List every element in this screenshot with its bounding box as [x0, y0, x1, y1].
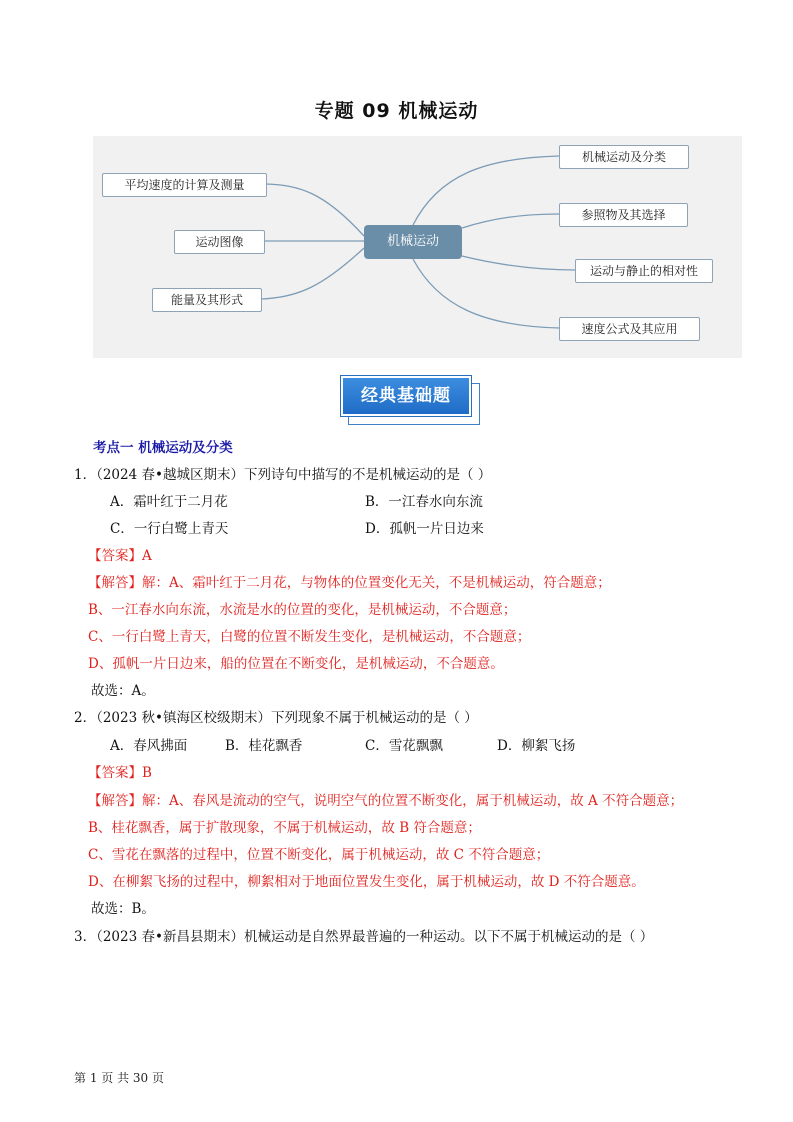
question-2-option-d: D．柳絮飞扬: [497, 738, 576, 754]
question-1-explanation-a: 【解答】解：A、霜叶红于二月花，与物体的位置变化无关，不是机械运动，符合题意；: [88, 575, 611, 591]
connector-right-3: [462, 256, 575, 270]
question-2-option-c: C．雪花飘飘: [365, 738, 443, 754]
question-1-option-b: B．一江春水向东流: [365, 494, 483, 510]
mind-map-node-average-speed: 平均速度的计算及测量: [102, 173, 267, 197]
question-2-option-a: A．春风拂面: [110, 738, 188, 754]
connector-right-4: [413, 259, 559, 328]
question-1-option-d: D．孤帆一片日边来: [365, 521, 484, 537]
question-2-option-b: B．桂花飘香: [225, 738, 303, 754]
question-1-choice: 故选：A。: [91, 683, 155, 699]
question-1-answer: 【答案】A: [88, 548, 152, 564]
connector-right-2: [462, 214, 559, 228]
question-1-explanation-d: D、孤帆一片日边来，船的位置在不断变化，是机械运动，不合题意。: [88, 656, 504, 672]
mind-map-node-speed-formula: 速度公式及其应用: [559, 317, 700, 341]
question-1-explanation-c: C、一行白鹭上青天，白鹭的位置不断发生变化，是机械运动，不合题意；: [88, 629, 531, 645]
connector-left-3: [260, 248, 364, 299]
question-2-explanation-b: B、桂花飘香，属于扩散现象，不属于机械运动，故 B 符合题意；: [88, 820, 481, 836]
question-2-stem: 2．（2023 秋•镇海区校级期末）下列现象不属于机械运动的是（ ）: [74, 710, 478, 726]
page-title: 专题 09 机械运动: [314, 100, 479, 122]
question-2-choice: 故选：B。: [91, 901, 155, 917]
question-1-stem: 1．（2024 春•越城区期末）下列诗句中描写的不是机械运动的是（ ）: [74, 467, 492, 483]
page-footer: 第 1 页 共 30 页: [74, 1071, 164, 1085]
mind-map-node-motion-graph: 运动图像: [174, 230, 265, 254]
section-banner: [341, 376, 481, 426]
question-2-explanation-a: 【解答】解：A、春风是流动的空气，说明空气的位置不断变化，属于机械运动，故 A 不符合题意；: [88, 793, 684, 809]
mind-map-node-relativity: 运动与静止的相对性: [575, 259, 713, 283]
mind-map-node-motion-classification: 机械运动及分类: [559, 145, 689, 169]
question-1-option-c: C．一行白鹭上青天: [110, 521, 229, 537]
question-3-stem: 3．（2023 春•新昌县期末）机械运动是自然界最普遍的一种运动。以下不属于机械运动的是（ ）: [74, 929, 654, 945]
banner-label: 经典基础题: [341, 376, 471, 416]
question-1-option-a: A．霜叶红于二月花: [110, 494, 228, 510]
question-2-explanation-c: C、雪花在飘落的过程中，位置不断变化，属于机械运动，故 C 不符合题意；: [88, 847, 550, 863]
question-2-answer: 【答案】B: [88, 765, 152, 781]
question-2-explanation-d: D、在柳絮飞扬的过程中，柳絮相对于地面位置发生变化，属于机械运动，故 D 不符合题意。: [88, 874, 645, 890]
mind-map-node-reference-frame: 参照物及其选择: [559, 203, 688, 227]
mind-map-center-node: 机械运动: [364, 225, 462, 259]
question-1-explanation-b: B、一江春水向东流，水流是水的位置的变化，是机械运动，不合题意；: [88, 602, 517, 618]
mind-map-node-energy-forms: 能量及其形式: [152, 288, 262, 312]
section-heading: 考点一 机械运动及分类: [93, 440, 233, 456]
mind-map: [93, 136, 742, 358]
connector-left-1: [265, 184, 364, 236]
